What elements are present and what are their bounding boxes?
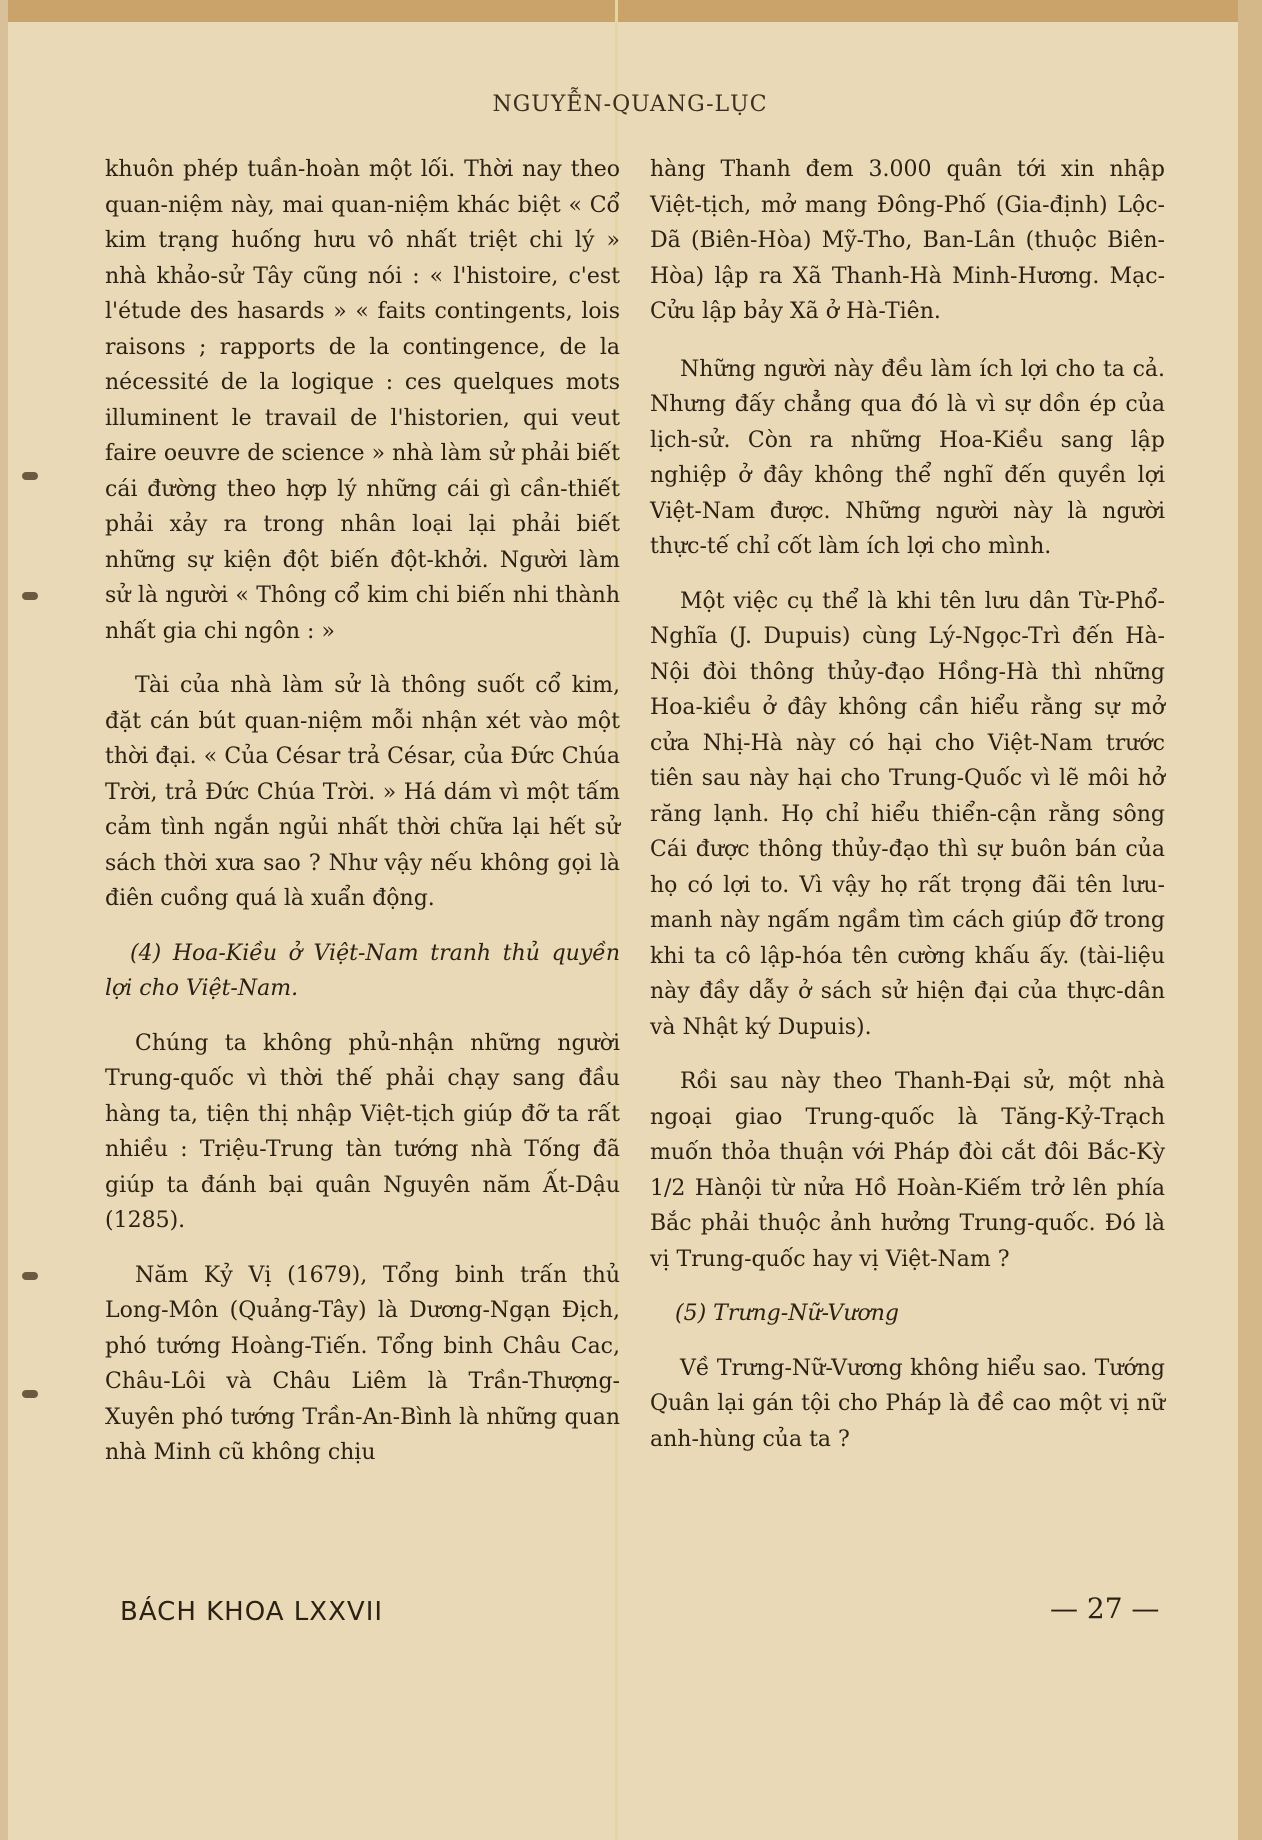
paragraph: Tài của nhà làm sử là thông suốt cổ kim, đặt cán bút quan-niệm mỗi nhận xét vào một thời đại. « Của César trả César, của Đức Chúa Trời, trả Đức Chúa Trời. » Há dám vì một tấm cảm tình ngắn ngủi nhất thời chữa lại hết sử sách thời xưa sao ? Như vậy nếu không gọi là điên cuồng quá là xuẩn động. — [105, 673, 620, 911]
binding-hole-mark — [22, 1272, 38, 1280]
right-column — [650, 152, 1165, 1476]
section-heading: (5) Trưng-Nữ-Vương — [675, 1301, 900, 1326]
paragraph: Một việc cụ thể là khi tên lưu dân Từ-Phổ-Nghĩa (J. Dupuis) cùng Lý-Ngọc-Trì đến Hà-Nội đòi thông thủy-đạo Hồng-Hà thì những Hoa-kiều ở đây không cần hiểu rằng sự mở cửa Nhị-Hà này có hại cho Việt-Nam trước tiên sau này hại cho Trung-Quốc vì lẽ môi hở răng lạnh. Họ chỉ hiểu thiển-cận rằng sông Cái được thông thủy-đạo thì sự buôn bán của họ có lợi to. Vì vậy họ rất trọng đãi tên lưu-manh này ngấm ngầm tìm cách giúp đỡ trong khi ta cô lập-hóa tên cường khấu ấy. (tài-liệu này đầy dẫy ở sách sử hiện đại của thực-dân và Nhật ký Dupuis). — [650, 588, 1165, 1040]
paragraph: Về Trưng-Nữ-Vương không hiểu sao. Tướng Quân lại gán tội cho Pháp là đề cao một vị nữ anh-hùng của ta ? — [650, 1355, 1165, 1452]
paragraph: hàng Thanh đem 3.000 quân tới xin nhập Việt-tịch, mở mang Đông-Phố (Gia-định) Lộc-Dã (Biên-Hòa) Mỹ-Tho, Ban-Lân (thuộc Biên-Hòa) lập ra Xã Thanh-Hà Minh-Hương. Mạc-Cửu lập bảy Xã ở Hà-Tiên. — [650, 157, 1165, 324]
paragraph: khuôn phép tuần-hoàn một lối. Thời nay theo quan-niệm này, mai quan-niệm khác biệt « Cổ kim trạng huống hưu vô nhất triệt chi lý » nhà khảo-sử Tây cũng nói : « l'histoire, c'est l'étude des hasards » « faits contingents, lois raisons ; rapports de la contingence, de la nécessité de la logique : ces quelques mots illuminent le travail de l'historien, qui veut faire oeuvre de science » nhà làm sử phải biết cái đường theo hợp lý những cái gì cần-thiết phải xảy ra trong nhân loại lại phải biết những sự kiện đột biến đột-khởi. Người làm sử là người « Thông cổ kim chi biến nhi thành nhất gia chi ngôn : » — [105, 157, 620, 644]
page-top-edge — [0, 0, 1262, 22]
paragraph: Năm Kỷ Vị (1679), Tổng binh trấn thủ Long-Môn (Quảng-Tây) là Dương-Ngạn Địch, phó tướng Hoàng-Tiến. Tổng binh Châu Cac, Châu-Lôi và Châu Liêm là Trần-Thượng-Xuyên phó tướng Trần-An-Bình là những quan nhà Minh cũ không chịu — [105, 1262, 620, 1465]
section-heading: (4) Hoa-Kiều ở Việt-Nam tranh thủ quyền lợi cho Việt-Nam. — [105, 940, 620, 1001]
binding-hole-mark — [22, 472, 38, 480]
binding-hole-mark — [22, 592, 38, 600]
page-right-edge — [1238, 0, 1262, 1840]
footer-magazine-title: BÁCH KHOA LXXVII — [120, 1597, 384, 1627]
paragraph: Rồi sau này theo Thanh-Đại sử, một nhà ngoại giao Trung-quốc là Tăng-Kỷ-Trạch muốn thỏa thuận với Pháp đòi cắt đôi Bắc-Kỳ 1/2 Hànội từ nửa Hồ Hoàn-Kiếm trở lên phía Bắc phải thuộc ảnh hưởng Trung-quốc. Đó là vị Trung-quốc hay vị Việt-Nam ? — [650, 1069, 1165, 1272]
paragraph: Những người này đều làm ích lợi cho ta cả. Nhưng đấy chẳng qua đó là vì sự dồn ép của lịch-sử. Còn ra những Hoa-Kiều sang lập nghiệp ở đây không thể nghĩ đến quyền lợi Việt-Nam được. Những người này là người thực-tế chỉ cốt làm ích lợi cho mình. — [650, 356, 1165, 559]
left-column — [105, 152, 620, 1490]
page-left-edge — [0, 0, 8, 1840]
binding-hole-mark — [22, 1390, 38, 1398]
running-header: NGUYỄN-QUANG-LỤC — [492, 92, 768, 117]
paragraph: Chúng ta không phủ-nhận những người Trung-quốc vì thời thế phải chạy sang đầu hàng ta, tiện thị nhập Việt-tịch giúp đỡ ta rất nhiều : Triệu-Trung tàn tướng nhà Tống đã giúp ta đánh bại quân Nguyên năm Ất-Dậu (1285). — [105, 1030, 620, 1233]
footer-page-number: — 27 — — [1050, 1592, 1160, 1625]
